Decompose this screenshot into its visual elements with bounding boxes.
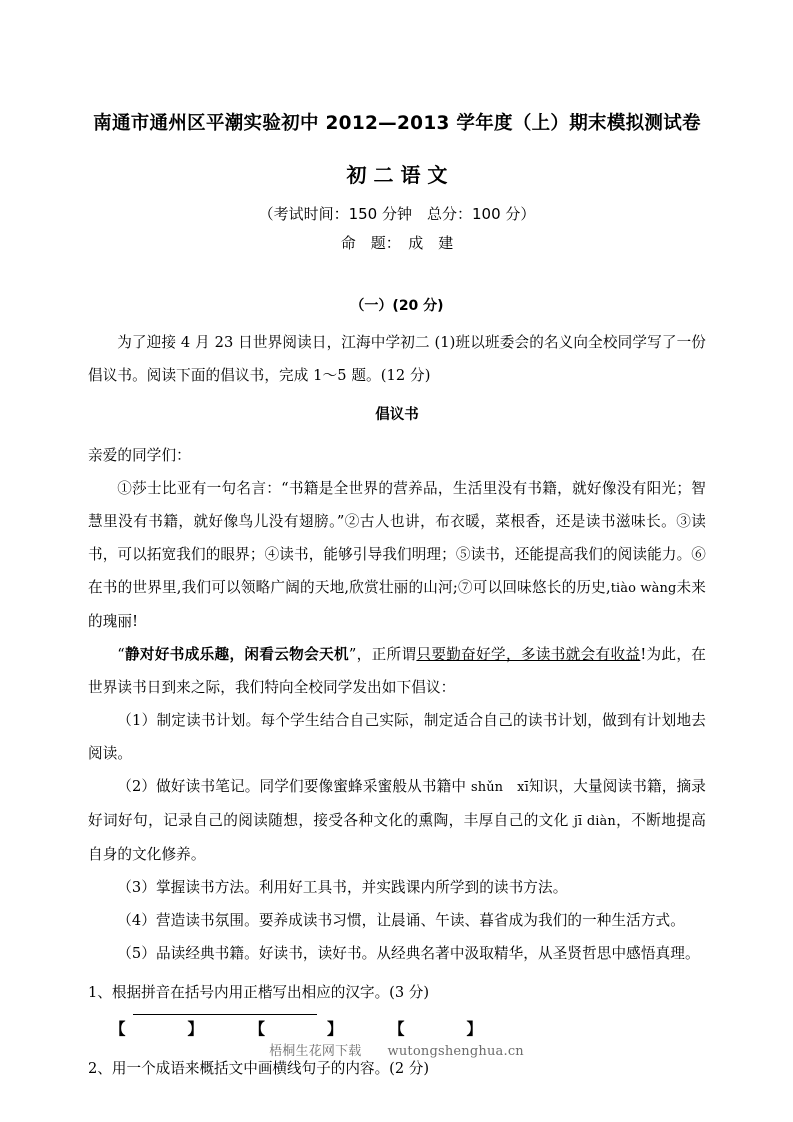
- footer-watermark: [0, 1040, 793, 1059]
- footer-site-url: wutongshenghua.cn: [387, 1044, 524, 1059]
- proposal-item-5: （5）品读经典书籍。好读书，读好书。从经典名著中汲取精华，从圣贤哲思中感悟真理。: [117, 945, 700, 963]
- author-line: 命 题： 成 建: [340, 233, 454, 252]
- page-title: 南通市通州区平潮实验初中 2012—2013 学年度（上）期末模拟测试卷: [93, 113, 701, 134]
- letter-body-paragraph-1: [88, 472, 706, 638]
- letter-body-1-text: ①莎士比亚有一句名言：“书籍是全世界的营养品，生活里没有书籍，就好像没有阳光；智慧里没有书籍，就好像鸟儿没有翅膀。”②古人也讲，布衣暖，菜根香，还是读书滋味长。③读书，可以拓宽我们的眼界；④读书，能够引导我们明理；⑤读书，还能提高我们的阅读能力。⑥在书的世界里,我们可以领略广阔的天地,欣赏壮丽的山河;⑦可以回味悠长的历史,: [88, 480, 706, 597]
- letter-title: 倡议书: [375, 407, 419, 424]
- quote-mid: ”，正所谓: [348, 646, 417, 664]
- proposal-item-2-mid: 知识，大量阅读书籍，摘录好词好句，记录自己的阅读随想，接受各种文化的熏陶，丰厚自己的文化: [88, 778, 706, 830]
- proposal-item-4: （4）营造读书氛围。要养成读书习惯，让晨诵、午读、暮省成为我们的一种生活方式。: [117, 912, 685, 930]
- exam-info-line: （考试时间：150 分钟 总分：100 分）: [258, 205, 536, 224]
- answer-bracket-row[interactable]: 【 】 【 】 【 】: [110, 1020, 483, 1039]
- page-content: [88, 0, 706, 1085]
- proposal-item-1: （1）制定读书计划。每个学生结合自己实际，制定适合自己的读书计划，做到有计划地去阅读。: [88, 712, 706, 763]
- bold-quoted-couplet: 静对好书成乐趣，闲看云物会天机: [124, 646, 349, 664]
- letter-body-2-tail: !为此，在世界读书日到来之际，我们特向全校同学发出如下倡议：: [88, 646, 706, 697]
- underlined-phrase: 只要勤奋好学，多读书就会有收益: [416, 646, 641, 664]
- pinyin-shun: shǔn: [470, 780, 504, 796]
- pinyin-jidian: jī diàn: [573, 814, 616, 830]
- pinyin-xi: xī: [517, 780, 529, 796]
- letter-body-1-tail: 未来的瑰丽!: [88, 579, 706, 631]
- section-intro: 为了迎接 4 月 23 日世界阅读日，江海中学初二 (1)班以班委会的名义向全校同学写了一份倡议书。阅读下面的倡议书，完成 1～5 题。(12 分): [88, 334, 706, 385]
- section-heading: （一）(20 分): [350, 298, 444, 315]
- proposal-item-2-post: ，不断地提高自身的文化修养。: [88, 812, 706, 864]
- pinyin-tiaowang: tiào wàng: [610, 581, 677, 597]
- subject-title: 初 二 语 文: [346, 163, 448, 188]
- proposal-item-3: （3）掌握读书方法。利用好工具书，并实践课内所学到的读书方法。: [117, 879, 568, 897]
- footnote-separator: [133, 1014, 317, 1015]
- letter-salutation: 亲爱的同学们：: [88, 447, 191, 465]
- question-2: 2、用一个成语来概括文中画横线句子的内容。(2 分): [88, 1060, 430, 1078]
- question-1: 1、根据拼音在括号内用正楷写出相应的汉字。(3 分): [88, 984, 430, 1002]
- proposal-item-2-pre: （2）做好读书笔记。同学们要像蜜蜂采蜜般从书籍中: [117, 778, 471, 796]
- letter-body-paragraph-2: [88, 638, 706, 704]
- footer-site-name: 梧桐生花网下载: [269, 1044, 362, 1059]
- quote-open: “: [117, 646, 125, 664]
- proposal-item-2: [88, 770, 706, 871]
